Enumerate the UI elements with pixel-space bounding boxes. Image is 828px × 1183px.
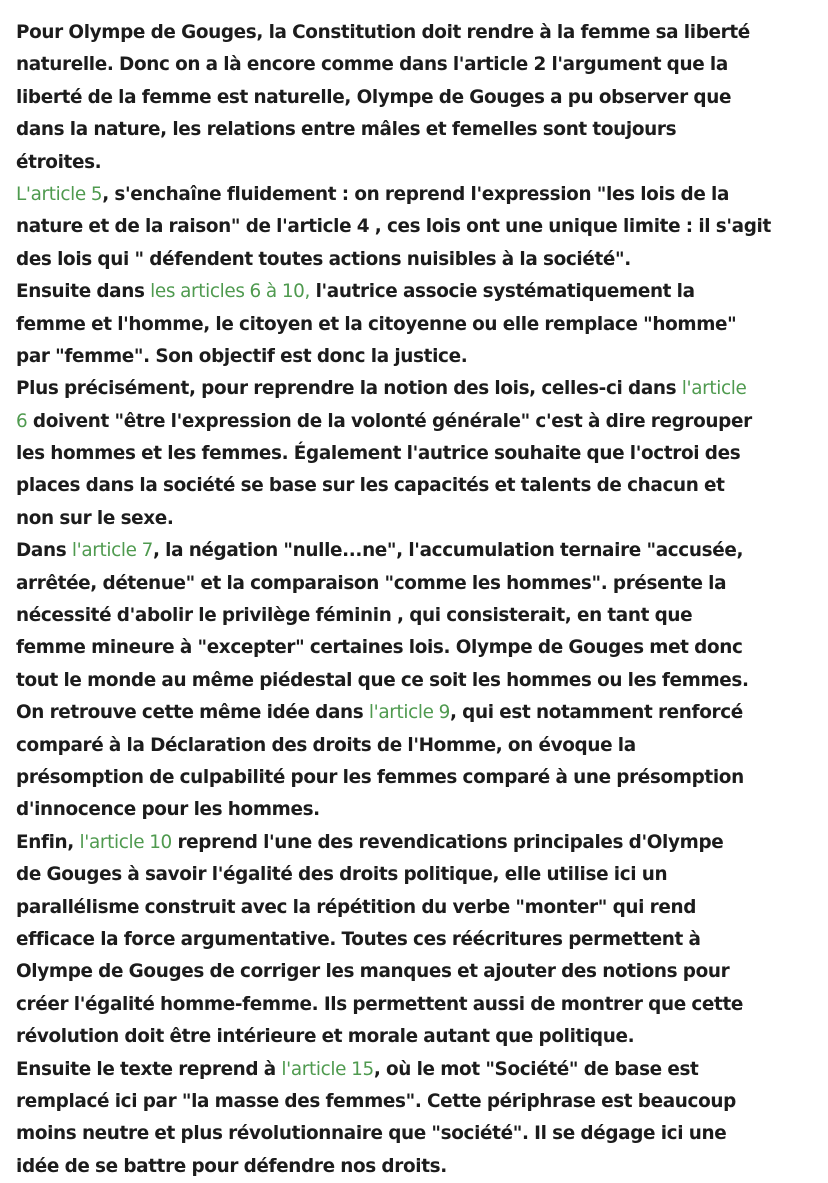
- text-segment: par "femme". Son objectif est donc la justice.: [16, 346, 467, 367]
- text-line: [16, 503, 816, 535]
- article-reference: les articles 6 à 10,: [150, 281, 310, 302]
- article-reference: L'article 5: [16, 184, 102, 205]
- text-line: [16, 600, 816, 632]
- text-segment: créer l'égalité homme-femme. Ils permettent aussi de montrer que cette: [16, 994, 743, 1015]
- text-segment: femme mineure à "excepter" certaines lois. Olympe de Gouges met donc: [16, 637, 743, 658]
- text-line: [16, 859, 816, 891]
- text-line: [16, 1118, 816, 1150]
- text-segment: arrêtée, détenue" et la comparaison "comme les hommes". présente la: [16, 573, 726, 594]
- text-segment: efficace la force argumentative. Toutes ces réécritures permettent à: [16, 929, 701, 950]
- text-segment: l'autrice associe systématiquement la: [310, 281, 695, 302]
- text-line: [16, 1054, 816, 1086]
- text-segment: de Gouges à savoir l'égalité des droits politique, elle utilise ici un: [16, 864, 667, 885]
- text-segment: Ensuite le texte reprend à: [16, 1059, 281, 1080]
- text-line: [16, 762, 816, 794]
- text-line: [16, 438, 816, 470]
- text-segment: femme et l'homme, le citoyen et la citoyenne ou elle remplace "homme": [16, 314, 736, 335]
- paragraph: [16, 17, 816, 179]
- text-line: [16, 309, 816, 341]
- text-segment: Olympe de Gouges de corriger les manques et ajouter des notions pour: [16, 961, 729, 982]
- text-segment: étroites.: [16, 152, 101, 173]
- text-segment: remplacé ici par "la masse des femmes". Cette périphrase est beaucoup: [16, 1091, 736, 1112]
- text-line: [16, 1086, 816, 1118]
- text-line: [16, 82, 816, 114]
- text-segment: reprend l'une des revendications principales d'Olympe: [172, 832, 724, 853]
- text-segment: , s'enchaîne fluidement : on reprend l'expression "les lois de la: [102, 184, 729, 205]
- text-segment: Enfin,: [16, 832, 80, 853]
- text-segment: présomption de culpabilité pour les femmes comparé à une présomption: [16, 767, 744, 788]
- text-line: [16, 1151, 816, 1183]
- article-reference: l'article 9: [369, 702, 450, 723]
- text-segment: d'innocence pour les hommes.: [16, 799, 320, 820]
- text-line: [16, 244, 816, 276]
- text-line: [16, 179, 816, 211]
- text-line: [16, 114, 816, 146]
- text-line: [16, 924, 816, 956]
- paragraph: [16, 697, 816, 827]
- text-line: [16, 17, 816, 49]
- text-line: [16, 794, 816, 826]
- text-line: [16, 989, 816, 1021]
- paragraph: [16, 373, 816, 535]
- article-reference: l'article 10: [80, 832, 172, 853]
- article-reference: l'article: [682, 378, 747, 399]
- paragraph: [16, 1054, 816, 1183]
- text-line: [16, 956, 816, 988]
- text-line: [16, 1021, 816, 1053]
- text-segment: révolution doit être intérieure et morale autant que politique.: [16, 1026, 634, 1047]
- text-line: [16, 697, 816, 729]
- text-line: [16, 568, 816, 600]
- text-line: [16, 341, 816, 373]
- paragraph: [16, 827, 816, 1054]
- text-segment: moins neutre et plus révolutionnaire que "société". Il se dégage ici une: [16, 1123, 726, 1144]
- text-line: [16, 49, 816, 81]
- text-line: [16, 892, 816, 924]
- text-segment: idée de se battre pour défendre nos droits.: [16, 1156, 447, 1177]
- text-line: [16, 827, 816, 859]
- text-line: [16, 147, 816, 179]
- text-segment: , la négation "nulle...ne", l'accumulation ternaire "accusée,: [153, 540, 743, 561]
- text-segment: nécessité d'abolir le privilège féminin , qui consisterait, en tant que: [16, 605, 692, 626]
- text-segment: naturelle. Donc on a là encore comme dans l'article 2 l'argument que la: [16, 54, 728, 75]
- text-line: [16, 211, 816, 243]
- text-line: [16, 632, 816, 664]
- text-line: [16, 535, 816, 567]
- text-segment: liberté de la femme est naturelle, Olympe de Gouges a pu observer que: [16, 87, 731, 108]
- text-line: [16, 373, 816, 405]
- text-line: [16, 470, 816, 502]
- text-segment: Plus précisément, pour reprendre la notion des lois, celles-ci dans: [16, 378, 682, 399]
- text-segment: nature et de la raison" de l'article 4 , ces lois ont une unique limite : il s'agit: [16, 216, 771, 237]
- text-line: [16, 276, 816, 308]
- text-segment: tout le monde au même piédestal que ce soit les hommes ou les femmes.: [16, 670, 749, 691]
- text-segment: places dans la société se base sur les capacités et talents de chacun et: [16, 475, 725, 496]
- text-segment: dans la nature, les relations entre mâles et femelles sont toujours: [16, 119, 676, 140]
- text-segment: non sur le sexe.: [16, 508, 174, 529]
- text-segment: Ensuite dans: [16, 281, 150, 302]
- text-segment: comparé à la Déclaration des droits de l'Homme, on évoque la: [16, 735, 636, 756]
- text-segment: , où le mot "Société" de base est: [374, 1059, 699, 1080]
- text-segment: doivent "être l'expression de la volonté générale" c'est à dire regrouper: [27, 411, 751, 432]
- text-segment: Pour Olympe de Gouges, la Constitution doit rendre à la femme sa liberté: [16, 22, 750, 43]
- paragraph: [16, 535, 816, 697]
- text-segment: des lois qui " défendent toutes actions nuisibles à la société".: [16, 249, 631, 270]
- text-segment: les hommes et les femmes. Également l'autrice souhaite que l'octroi des: [16, 443, 740, 464]
- text-segment: , qui est notamment renforcé: [450, 702, 743, 723]
- text-segment: parallélisme construit avec la répétition du verbe "monter" qui rend: [16, 897, 696, 918]
- paragraph: [16, 179, 816, 276]
- text-line: [16, 730, 816, 762]
- text-segment: On retrouve cette même idée dans: [16, 702, 369, 723]
- paragraph: [16, 276, 816, 373]
- article-reference: l'article 7: [72, 540, 153, 561]
- article-reference: l'article 15: [281, 1059, 373, 1080]
- text-segment: Dans: [16, 540, 72, 561]
- article-reference: 6: [16, 411, 27, 432]
- text-line: [16, 665, 816, 697]
- text-line: [16, 406, 816, 438]
